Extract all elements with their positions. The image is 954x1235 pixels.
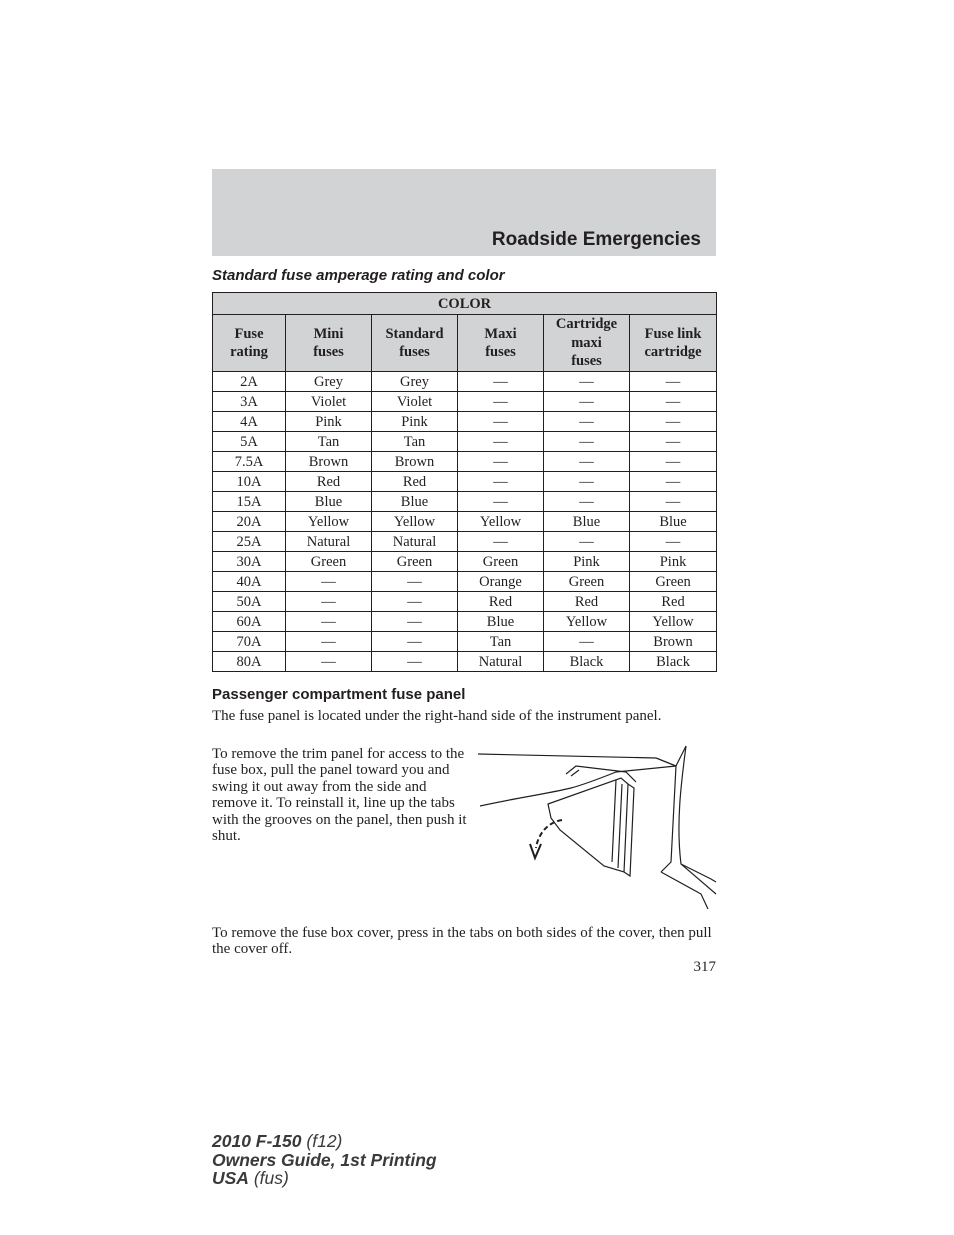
page-number: 317: [693, 959, 716, 975]
column-header-text: fuses: [399, 344, 430, 360]
footer-model: 2010 F-150: [212, 1131, 302, 1151]
table-cell: 4A: [213, 412, 286, 432]
table-row: [213, 592, 717, 612]
table-cell: Grey: [286, 372, 372, 392]
table-cell: Tan: [286, 432, 372, 452]
column-header-text: Fuse: [234, 325, 264, 342]
color-group-header: COLOR: [213, 293, 717, 315]
section-heading: Passenger compartment fuse panel: [212, 686, 466, 703]
column-header-text: fuses: [485, 344, 516, 360]
table-cell: —: [372, 612, 458, 632]
table-cell: Red: [630, 592, 717, 612]
table-cell: —: [286, 652, 372, 672]
table-cell: Green: [286, 552, 372, 572]
footer-market-code: (fus): [253, 1168, 289, 1188]
fuse-table: [212, 292, 717, 672]
table-cell: Red: [286, 472, 372, 492]
table-cell: Yellow: [630, 612, 717, 632]
table-cell: Brown: [286, 452, 372, 472]
table-cell: —: [458, 492, 544, 512]
table-cell: —: [372, 592, 458, 612]
table-cell: —: [544, 472, 630, 492]
table-cell: Tan: [458, 632, 544, 652]
table-row: [213, 372, 717, 392]
table-cell: 70A: [213, 632, 286, 652]
header-band: [212, 169, 716, 256]
table-cell: —: [458, 412, 544, 432]
column-header: [630, 315, 717, 372]
table-cell: Grey: [372, 372, 458, 392]
column-header: [544, 315, 630, 372]
table-cell: Blue: [458, 612, 544, 632]
table-cell: —: [544, 392, 630, 412]
column-header: [286, 315, 372, 372]
paragraph-fuse-box-cover: To remove the fuse box cover, press in the tabs on both sides of the cover, then pull the cover off.: [212, 925, 712, 958]
column-header-text: fuses: [313, 344, 344, 360]
paragraph-trim-panel: To remove the trim panel for access to the fuse box, pull the panel toward you and swing it out away from the side and remove it. To reinstall it, line up the tabs with the grooves on the panel, then push it shut.: [212, 746, 467, 845]
table-cell: Yellow: [286, 512, 372, 532]
table-row: [213, 552, 717, 572]
table-cell: —: [544, 372, 630, 392]
table-cell: —: [544, 632, 630, 652]
table-cell: Black: [630, 652, 717, 672]
table-cell: 2A: [213, 372, 286, 392]
table-cell: Green: [630, 572, 717, 592]
column-header-text: rating: [230, 344, 268, 360]
table-row: [213, 492, 717, 512]
column-header-row: [213, 315, 717, 372]
table-cell: —: [544, 532, 630, 552]
table-cell: 30A: [213, 552, 286, 572]
table-row: [213, 612, 717, 632]
table-cell: —: [286, 612, 372, 632]
table-cell: Brown: [372, 452, 458, 472]
footer-model-code: (f12): [306, 1131, 343, 1151]
table-cell: Pink: [630, 552, 717, 572]
table-row: [213, 432, 717, 452]
table-cell: Violet: [372, 392, 458, 412]
table-cell: 10A: [213, 472, 286, 492]
table-row: [213, 452, 717, 472]
table-cell: —: [458, 472, 544, 492]
table-row: [213, 512, 717, 532]
column-header-text: Cartridge: [555, 316, 618, 333]
table-cell: Brown: [630, 632, 717, 652]
table-row: [213, 632, 717, 652]
table-cell: Natural: [372, 532, 458, 552]
table-cell: Black: [544, 652, 630, 672]
table-cell: 7.5A: [213, 452, 286, 472]
table-cell: —: [458, 452, 544, 472]
table-cell: —: [372, 632, 458, 652]
table-cell: Blue: [544, 512, 630, 532]
table-cell: —: [630, 392, 717, 412]
table-row: [213, 412, 717, 432]
table-cell: —: [458, 372, 544, 392]
table-cell: Natural: [286, 532, 372, 552]
table-cell: —: [286, 632, 372, 652]
column-header: [458, 315, 544, 372]
table-cell: —: [630, 492, 717, 512]
table-cell: —: [286, 572, 372, 592]
table-row: [213, 572, 717, 592]
table-cell: 50A: [213, 592, 286, 612]
table-cell: —: [544, 432, 630, 452]
table-cell: —: [630, 432, 717, 452]
footer: [212, 1132, 437, 1188]
table-cell: Red: [458, 592, 544, 612]
table-cell: —: [458, 392, 544, 412]
footer-market: USA: [212, 1168, 249, 1188]
table-cell: 5A: [213, 432, 286, 452]
trim-panel-removal-illustration: [476, 744, 718, 914]
table-cell: Yellow: [372, 512, 458, 532]
table-cell: 60A: [213, 612, 286, 632]
column-header-text: Standard: [385, 325, 444, 342]
table-cell: 15A: [213, 492, 286, 512]
column-header-text: cartridge: [644, 344, 702, 360]
column-header-text: Maxi: [484, 325, 517, 342]
table-row: [213, 392, 717, 412]
table-row: [213, 532, 717, 552]
table-cell: Green: [458, 552, 544, 572]
table-cell: Violet: [286, 392, 372, 412]
column-header-text: Fuse link: [644, 325, 702, 342]
table-cell: 25A: [213, 532, 286, 552]
table-cell: —: [630, 472, 717, 492]
table-cell: —: [630, 452, 717, 472]
column-header: [372, 315, 458, 372]
column-header-text: maxi: [571, 334, 602, 351]
table-row: [213, 472, 717, 492]
fuse-table-body: [213, 372, 717, 672]
table-cell: 3A: [213, 392, 286, 412]
table-cell: —: [372, 572, 458, 592]
table-cell: —: [286, 592, 372, 612]
table-cell: Yellow: [458, 512, 544, 532]
table-cell: —: [630, 372, 717, 392]
table-cell: Red: [372, 472, 458, 492]
column-header: [213, 315, 286, 372]
table-cell: —: [458, 432, 544, 452]
table-cell: —: [458, 532, 544, 552]
section-title: Roadside Emergencies: [491, 229, 701, 250]
table-cell: Blue: [372, 492, 458, 512]
table-cell: —: [544, 412, 630, 432]
table-cell: 80A: [213, 652, 286, 672]
table-cell: Green: [544, 572, 630, 592]
table-cell: Blue: [286, 492, 372, 512]
table-cell: —: [630, 412, 717, 432]
table-cell: 20A: [213, 512, 286, 532]
table-cell: Pink: [544, 552, 630, 572]
table-cell: —: [544, 452, 630, 472]
table-cell: Natural: [458, 652, 544, 672]
column-header-text: fuses: [571, 353, 602, 370]
footer-edition: Owners Guide, 1st Printing: [212, 1149, 437, 1170]
table-cell: Orange: [458, 572, 544, 592]
table-row: [213, 652, 717, 672]
paragraph-location: The fuse panel is located under the right-hand side of the instrument panel.: [212, 708, 662, 724]
table-cell: Blue: [630, 512, 717, 532]
table-cell: Tan: [372, 432, 458, 452]
table-cell: —: [544, 492, 630, 512]
table-cell: —: [630, 532, 717, 552]
table-cell: Yellow: [544, 612, 630, 632]
column-header-text: Mini: [313, 325, 344, 342]
table-cell: Red: [544, 592, 630, 612]
table-cell: Green: [372, 552, 458, 572]
table-cell: Pink: [286, 412, 372, 432]
table-cell: —: [372, 652, 458, 672]
table-cell: Pink: [372, 412, 458, 432]
table-cell: 40A: [213, 572, 286, 592]
table-title: Standard fuse amperage rating and color: [212, 267, 505, 284]
